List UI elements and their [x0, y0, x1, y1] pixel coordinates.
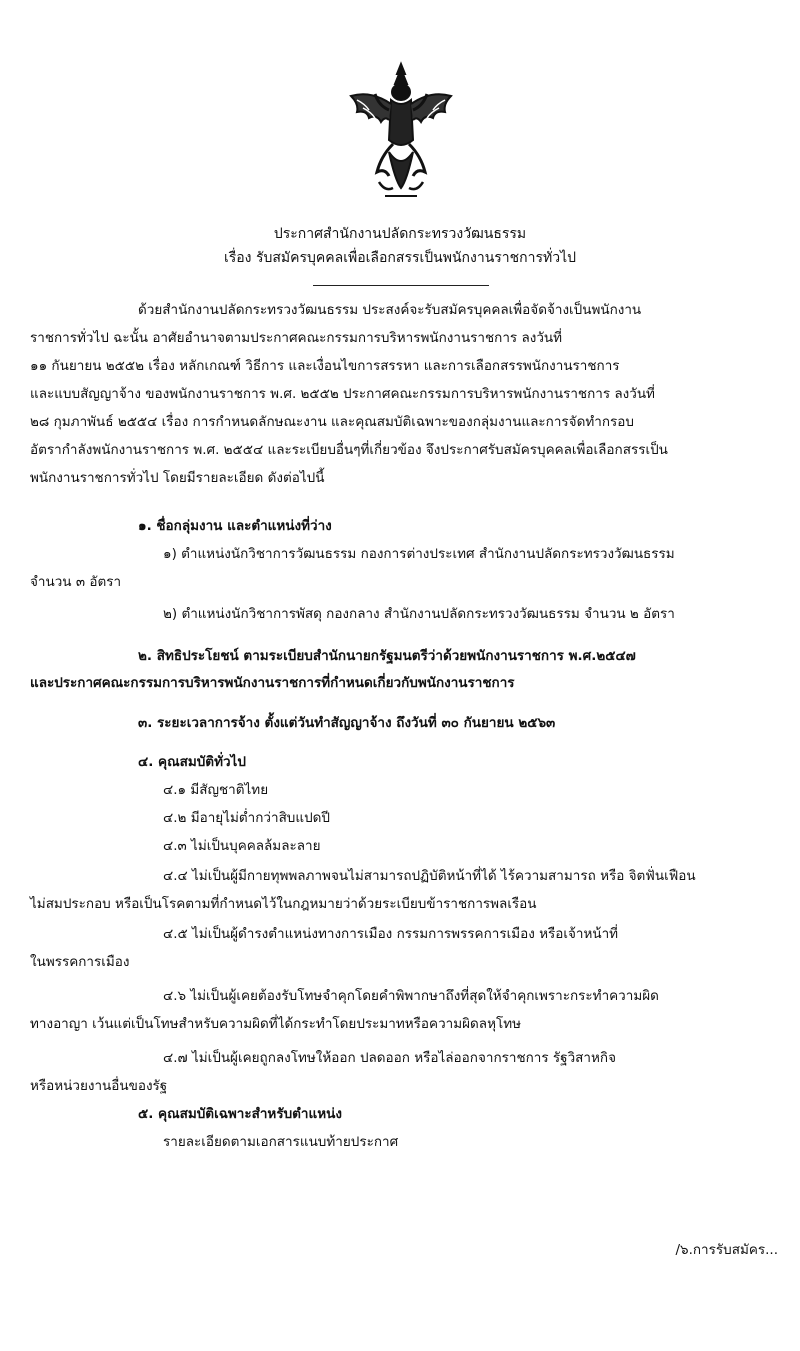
section-2-text: และประกาศคณะกรรมการบริหารพนักงานราชการที่กำหนดเกี่ยวกับพนักงานราชการ	[30, 675, 515, 691]
intro-line: และแบบสัญญาจ้าง ของพนักงานราชการ พ.ศ. ๒๕๕๒ ประกาศคณะกรรมการบริหารพนักงานราชการ ลงวันที่	[30, 386, 655, 402]
qualification-item: ไม่สมประกอบ หรือเป็นโรคตามที่กำหนดไว้ในกฎหมายว่าด้วยระเบียบข้าราชการพลเรือน	[30, 896, 537, 912]
section-5-heading: ๕. คุณสมบัติเฉพาะสำหรับตำแหน่ง	[138, 1106, 342, 1122]
qualification-item: ในพรรคการเมือง	[30, 954, 130, 970]
intro-line: อัตรากำลังพนักงานราชการ พ.ศ. ๒๕๕๔ และระเบียบอื่นๆที่เกี่ยวข้อง จึงประกาศรับสมัครบุคคลเพื่อเลือกสรรเป็น	[30, 442, 668, 458]
qualification-item: ๔.๖ ไม่เป็นผู้เคยต้องรับโทษจำคุกโดยคำพิพากษาถึงที่สุดให้จำคุกเพราะกระทำความผิด	[163, 988, 659, 1004]
qualification-item: ๔.๓ ไม่เป็นบุคคลล้มละลาย	[163, 838, 321, 854]
announcement-subject: เรื่อง รับสมัครบุคคลเพื่อเลือกสรรเป็นพนักงานราชการทั่วไป	[223, 250, 577, 266]
position-item: ๑) ตำแหน่งนักวิชาการวัฒนธรรม กองการต่างประเทศ สำนักงานปลัดกระทรวงวัฒนธรรม	[163, 546, 675, 562]
qualification-item: ๔.๗ ไม่เป็นผู้เคยถูกลงโทษให้ออก ปลดออก หรือไล่ออกจากราชการ รัฐวิสาหกิจ	[163, 1050, 616, 1066]
qualification-item: ๔.๕ ไม่เป็นผู้ดำรงตำแหน่งทางการเมือง กรรมการพรรคการเมือง หรือเจ้าหน้าที่	[163, 926, 619, 942]
position-item: ๒) ตำแหน่งนักวิชาการพัสดุ กองกลาง สำนักงานปลัดกระทรวงวัฒนธรรม จำนวน ๒ อัตรา	[163, 606, 675, 622]
qualification-item: หรือหน่วยงานอื่นของรัฐ	[30, 1078, 168, 1094]
title-divider	[313, 285, 489, 286]
section-1-heading: ๑. ชื่อกลุ่มงาน และตำแหน่งที่ว่าง	[138, 518, 332, 534]
intro-line: ๒๘ กุมภาพันธ์ ๒๕๕๔ เรื่อง การกำหนดลักษณะงาน และคุณสมบัติเฉพาะของกลุ่มงานและการจัดทำกรอบ	[30, 414, 634, 430]
intro-line: พนักงานราชการทั่วไป โดยมีรายละเอียด ดังต่อไปนี้	[30, 470, 325, 486]
intro-line: ๑๑ กันยายน ๒๕๕๒ เรื่อง หลักเกณฑ์ วิธีการ และเงื่อนไขการสรรหา และการเลือกสรรพนักงานราชการ	[30, 358, 620, 374]
section-5-text: รายละเอียดตามเอกสารแนบท้ายประกาศ	[163, 1134, 399, 1150]
qualification-item: ทางอาญา เว้นแต่เป็นโทษสำหรับความผิดที่ได้กระทำโดยประมาทหรือความผิดลหุโทษ	[30, 1016, 522, 1032]
announcement-title: ประกาศสำนักงานปลัดกระทรวงวัฒนธรรม	[273, 226, 527, 242]
section-4-heading: ๔. คุณสมบัติทั่วไป	[138, 754, 246, 770]
position-item: จำนวน ๓ อัตรา	[30, 574, 122, 590]
intro-line: ราชการทั่วไป ฉะนั้น อาศัยอำนาจตามประกาศคณะกรรมการบริหารพนักงานราชการ ลงวันที่	[30, 330, 563, 346]
qualification-item: ๔.๑ มีสัญชาติไทย	[163, 782, 269, 798]
qualification-item: ๔.๒ มีอายุไม่ต่ำกว่าสิบแปดปี	[163, 810, 330, 826]
qualification-item: ๔.๔ ไม่เป็นผู้มีกายทุพพลภาพจนไม่สามารถปฏิบัติหน้าที่ได้ ไร้ความสามารถ หรือ จิตฟั่นเฟือน	[163, 868, 696, 884]
intro-line: ด้วยสำนักงานปลัดกระทรวงวัฒนธรรม ประสงค์จะรับสมัครบุคคลเพื่อจัดจ้างเป็นพนักงาน	[138, 302, 642, 318]
garuda-emblem	[341, 60, 461, 200]
next-page-marker: /๖.การรับสมัคร...	[675, 1242, 778, 1258]
section-2-text: ๒. สิทธิประโยชน์ ตามระเบียบสำนักนายกรัฐมนตรีว่าด้วยพนักงานราชการ พ.ศ.๒๕๔๗	[138, 648, 636, 664]
section-3-text: ๓. ระยะเวลาการจ้าง ตั้งแต่วันทำสัญญาจ้าง ถึงวันที่ ๓๐ กันยายน ๒๕๖๓	[138, 715, 556, 731]
